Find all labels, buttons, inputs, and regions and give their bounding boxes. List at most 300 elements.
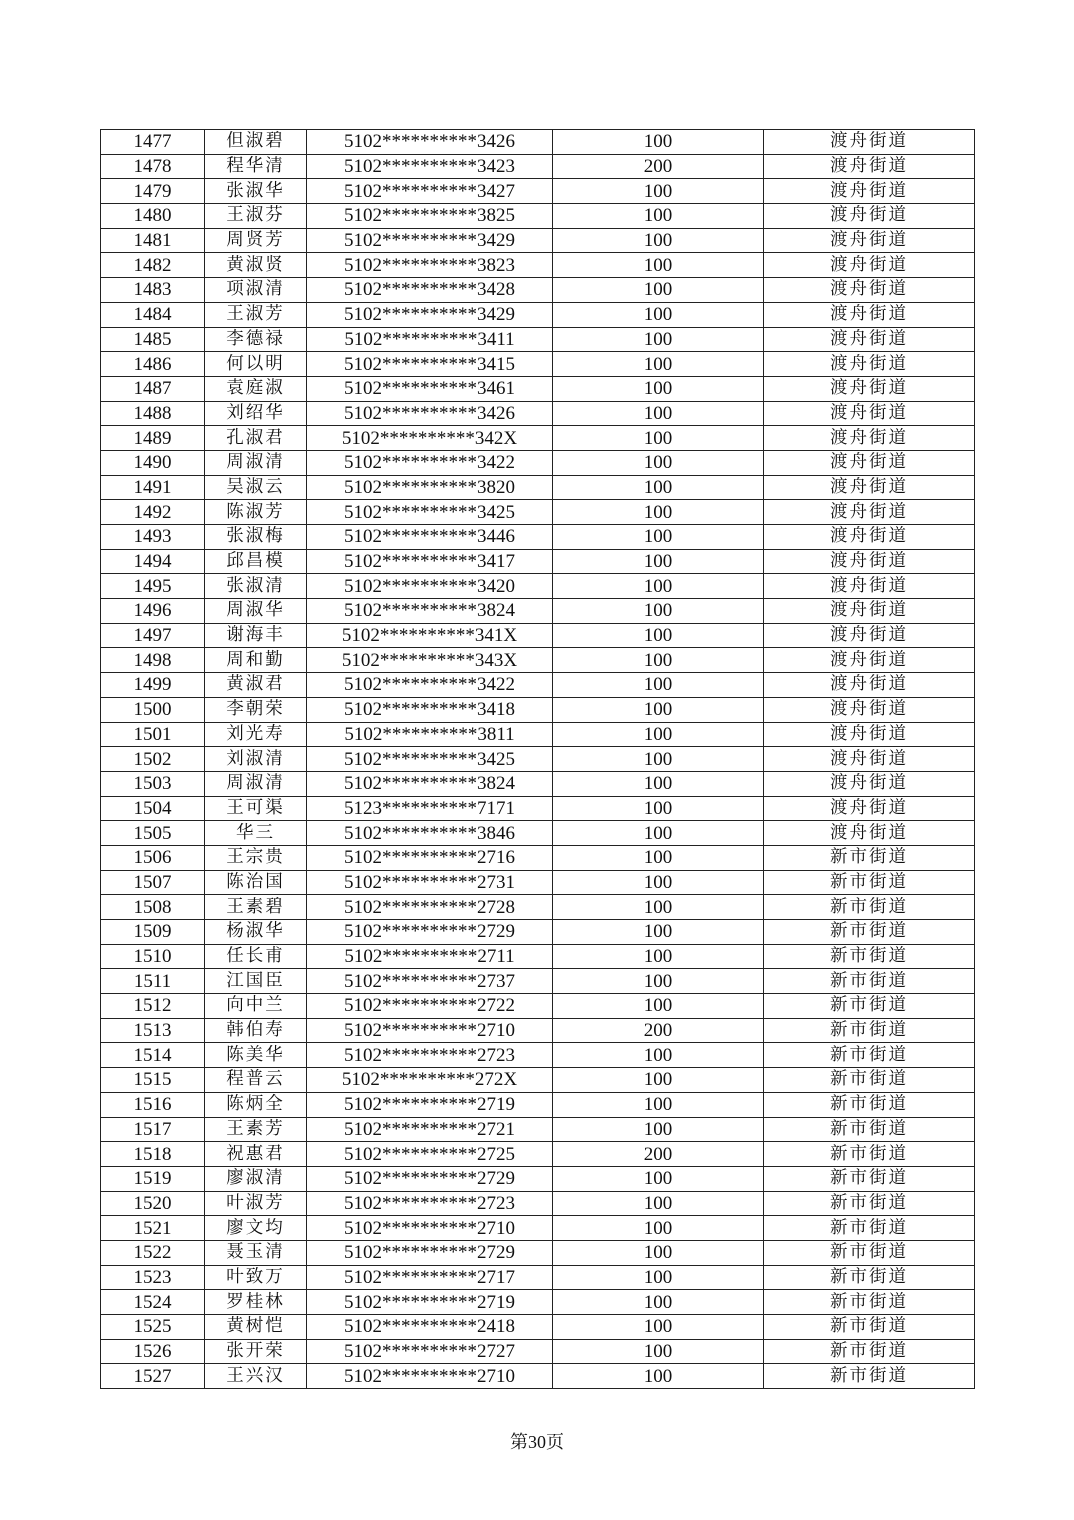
row-number-cell: 1491 — [101, 475, 205, 500]
table-row — [101, 1364, 975, 1389]
id-number-cell: 5102**********2729 — [307, 1240, 553, 1265]
table-row — [101, 401, 975, 426]
amount-cell: 100 — [553, 475, 764, 500]
row-number-cell: 1522 — [101, 1240, 205, 1265]
amount-cell: 100 — [553, 549, 764, 574]
id-number-cell: 5102**********3420 — [307, 574, 553, 599]
table-row — [101, 944, 975, 969]
table-row — [101, 352, 975, 377]
table-row — [101, 574, 975, 599]
amount-cell: 100 — [553, 327, 764, 352]
name-cell: 谢海丰 — [205, 623, 307, 648]
id-number-cell: 5102**********3423 — [307, 154, 553, 179]
street-cell: 渡舟街道 — [764, 599, 975, 624]
id-number-cell: 5102**********3429 — [307, 302, 553, 327]
row-number-cell: 1523 — [101, 1265, 205, 1290]
street-cell: 渡舟街道 — [764, 623, 975, 648]
row-number-cell: 1480 — [101, 204, 205, 229]
street-cell: 渡舟街道 — [764, 796, 975, 821]
row-number-cell: 1525 — [101, 1315, 205, 1340]
name-cell: 刘绍华 — [205, 401, 307, 426]
amount-cell: 100 — [553, 599, 764, 624]
name-cell: 聂玉清 — [205, 1240, 307, 1265]
name-cell: 程普云 — [205, 1068, 307, 1093]
row-number-cell: 1521 — [101, 1216, 205, 1241]
id-number-cell: 5102**********3426 — [307, 401, 553, 426]
name-cell: 江国臣 — [205, 969, 307, 994]
table-row — [101, 1290, 975, 1315]
id-number-cell: 5102**********3427 — [307, 179, 553, 204]
amount-cell: 100 — [553, 352, 764, 377]
table-row — [101, 1265, 975, 1290]
amount-cell: 100 — [553, 253, 764, 278]
table-row — [101, 253, 975, 278]
row-number-cell: 1500 — [101, 697, 205, 722]
street-cell: 渡舟街道 — [764, 747, 975, 772]
name-cell: 孔淑君 — [205, 426, 307, 451]
amount-cell: 100 — [553, 895, 764, 920]
id-number-cell: 5102**********2716 — [307, 845, 553, 870]
row-number-cell: 1527 — [101, 1364, 205, 1389]
table-row — [101, 722, 975, 747]
street-cell: 渡舟街道 — [764, 697, 975, 722]
amount-cell: 100 — [553, 302, 764, 327]
street-cell: 渡舟街道 — [764, 500, 975, 525]
street-cell: 渡舟街道 — [764, 179, 975, 204]
row-number-cell: 1486 — [101, 352, 205, 377]
id-number-cell: 5102**********2710 — [307, 1216, 553, 1241]
street-cell: 渡舟街道 — [764, 204, 975, 229]
amount-cell: 100 — [553, 574, 764, 599]
id-number-cell: 5102**********2727 — [307, 1339, 553, 1364]
amount-cell: 100 — [553, 1240, 764, 1265]
table-row — [101, 1142, 975, 1167]
street-cell: 渡舟街道 — [764, 722, 975, 747]
amount-cell: 100 — [553, 697, 764, 722]
table-row — [101, 1315, 975, 1340]
row-number-cell: 1505 — [101, 821, 205, 846]
table-row — [101, 969, 975, 994]
id-number-cell: 5102**********2728 — [307, 895, 553, 920]
table-row — [101, 1339, 975, 1364]
row-number-cell: 1519 — [101, 1166, 205, 1191]
row-number-cell: 1515 — [101, 1068, 205, 1093]
name-cell: 黄淑贤 — [205, 253, 307, 278]
id-number-cell: 5102**********2710 — [307, 1018, 553, 1043]
row-number-cell: 1499 — [101, 673, 205, 698]
row-number-cell: 1477 — [101, 130, 205, 155]
name-cell: 祝惠君 — [205, 1142, 307, 1167]
id-number-cell: 5102**********2725 — [307, 1142, 553, 1167]
street-cell: 渡舟街道 — [764, 302, 975, 327]
name-cell: 陈治国 — [205, 870, 307, 895]
name-cell: 张淑清 — [205, 574, 307, 599]
street-cell: 渡舟街道 — [764, 450, 975, 475]
street-cell: 新市街道 — [764, 969, 975, 994]
name-cell: 王淑芳 — [205, 302, 307, 327]
name-cell: 叶淑芳 — [205, 1191, 307, 1216]
row-number-cell: 1513 — [101, 1018, 205, 1043]
row-number-cell: 1483 — [101, 278, 205, 303]
street-cell: 新市街道 — [764, 1142, 975, 1167]
name-cell: 何以明 — [205, 352, 307, 377]
id-number-cell: 5102**********2710 — [307, 1364, 553, 1389]
amount-cell: 100 — [553, 130, 764, 155]
id-number-cell: 5102**********2729 — [307, 920, 553, 945]
name-cell: 刘淑清 — [205, 747, 307, 772]
row-number-cell: 1526 — [101, 1339, 205, 1364]
table-row — [101, 1240, 975, 1265]
amount-cell: 100 — [553, 401, 764, 426]
amount-cell: 100 — [553, 771, 764, 796]
table-row — [101, 920, 975, 945]
row-number-cell: 1509 — [101, 920, 205, 945]
name-cell: 周淑清 — [205, 771, 307, 796]
amount-cell: 100 — [553, 426, 764, 451]
street-cell: 渡舟街道 — [764, 426, 975, 451]
name-cell: 陈美华 — [205, 1043, 307, 1068]
id-number-cell: 5102**********2719 — [307, 1092, 553, 1117]
street-cell: 新市街道 — [764, 1092, 975, 1117]
amount-cell: 100 — [553, 376, 764, 401]
row-number-cell: 1479 — [101, 179, 205, 204]
amount-cell: 100 — [553, 525, 764, 550]
name-cell: 周和勤 — [205, 648, 307, 673]
amount-cell: 100 — [553, 1265, 764, 1290]
street-cell: 渡舟街道 — [764, 475, 975, 500]
street-cell: 新市街道 — [764, 994, 975, 1019]
data-table-container — [100, 129, 974, 1389]
id-number-cell: 5102**********3418 — [307, 697, 553, 722]
amount-cell: 100 — [553, 648, 764, 673]
street-cell: 渡舟街道 — [764, 228, 975, 253]
street-cell: 渡舟街道 — [764, 648, 975, 673]
street-cell: 新市街道 — [764, 1018, 975, 1043]
amount-cell: 100 — [553, 179, 764, 204]
row-number-cell: 1485 — [101, 327, 205, 352]
id-number-cell: 5102**********2711 — [307, 944, 553, 969]
table-row — [101, 796, 975, 821]
row-number-cell: 1490 — [101, 450, 205, 475]
name-cell: 但淑碧 — [205, 130, 307, 155]
row-number-cell: 1520 — [101, 1191, 205, 1216]
row-number-cell: 1503 — [101, 771, 205, 796]
table-body — [101, 130, 975, 1389]
name-cell: 王兴汉 — [205, 1364, 307, 1389]
name-cell: 周淑清 — [205, 450, 307, 475]
id-number-cell: 5102**********3428 — [307, 278, 553, 303]
table-row — [101, 673, 975, 698]
row-number-cell: 1502 — [101, 747, 205, 772]
id-number-cell: 5102**********3820 — [307, 475, 553, 500]
id-number-cell: 5102**********2723 — [307, 1043, 553, 1068]
table-row — [101, 1018, 975, 1043]
name-cell: 王素芳 — [205, 1117, 307, 1142]
id-number-cell: 5102**********2731 — [307, 870, 553, 895]
name-cell: 黄淑君 — [205, 673, 307, 698]
name-cell: 王可渠 — [205, 796, 307, 821]
amount-cell: 100 — [553, 673, 764, 698]
name-cell: 华三 — [205, 821, 307, 846]
street-cell: 新市街道 — [764, 1068, 975, 1093]
id-number-cell: 5102**********3811 — [307, 722, 553, 747]
street-cell: 新市街道 — [764, 1315, 975, 1340]
street-cell: 新市街道 — [764, 944, 975, 969]
row-number-cell: 1510 — [101, 944, 205, 969]
table-row — [101, 599, 975, 624]
row-number-cell: 1493 — [101, 525, 205, 550]
amount-cell: 100 — [553, 1290, 764, 1315]
name-cell: 项淑清 — [205, 278, 307, 303]
street-cell: 新市街道 — [764, 1043, 975, 1068]
street-cell: 新市街道 — [764, 1166, 975, 1191]
id-number-cell: 5102**********3446 — [307, 525, 553, 550]
id-number-cell: 5102**********341X — [307, 623, 553, 648]
name-cell: 袁庭淑 — [205, 376, 307, 401]
id-number-cell: 5102**********3824 — [307, 599, 553, 624]
id-number-cell: 5102**********3422 — [307, 450, 553, 475]
street-cell: 渡舟街道 — [764, 352, 975, 377]
id-number-cell: 5102**********2737 — [307, 969, 553, 994]
amount-cell: 100 — [553, 969, 764, 994]
data-table — [100, 129, 975, 1389]
table-row — [101, 821, 975, 846]
name-cell: 向中兰 — [205, 994, 307, 1019]
name-cell: 王淑芬 — [205, 204, 307, 229]
id-number-cell: 5102**********3422 — [307, 673, 553, 698]
row-number-cell: 1516 — [101, 1092, 205, 1117]
row-number-cell: 1507 — [101, 870, 205, 895]
table-row — [101, 747, 975, 772]
amount-cell: 100 — [553, 1339, 764, 1364]
table-row — [101, 450, 975, 475]
table-row — [101, 870, 975, 895]
table-row — [101, 623, 975, 648]
table-row — [101, 426, 975, 451]
name-cell: 程华清 — [205, 154, 307, 179]
amount-cell: 100 — [553, 1068, 764, 1093]
table-row — [101, 1068, 975, 1093]
name-cell: 王素碧 — [205, 895, 307, 920]
table-row — [101, 179, 975, 204]
amount-cell: 100 — [553, 1191, 764, 1216]
table-row — [101, 1191, 975, 1216]
id-number-cell: 5102**********2723 — [307, 1191, 553, 1216]
table-row — [101, 130, 975, 155]
row-number-cell: 1506 — [101, 845, 205, 870]
street-cell: 新市街道 — [764, 1240, 975, 1265]
street-cell: 新市街道 — [764, 1265, 975, 1290]
table-row — [101, 1166, 975, 1191]
id-number-cell: 5102**********3429 — [307, 228, 553, 253]
row-number-cell: 1504 — [101, 796, 205, 821]
id-number-cell: 5102**********3846 — [307, 821, 553, 846]
id-number-cell: 5102**********3425 — [307, 747, 553, 772]
table-row — [101, 549, 975, 574]
table-row — [101, 154, 975, 179]
row-number-cell: 1492 — [101, 500, 205, 525]
name-cell: 廖淑清 — [205, 1166, 307, 1191]
table-row — [101, 327, 975, 352]
row-number-cell: 1501 — [101, 722, 205, 747]
name-cell: 叶致万 — [205, 1265, 307, 1290]
table-row — [101, 376, 975, 401]
amount-cell: 100 — [553, 821, 764, 846]
amount-cell: 100 — [553, 747, 764, 772]
street-cell: 新市街道 — [764, 920, 975, 945]
id-number-cell: 5102**********2717 — [307, 1265, 553, 1290]
row-number-cell: 1495 — [101, 574, 205, 599]
name-cell: 杨淑华 — [205, 920, 307, 945]
table-row — [101, 1216, 975, 1241]
row-number-cell: 1487 — [101, 376, 205, 401]
street-cell: 渡舟街道 — [764, 821, 975, 846]
amount-cell: 100 — [553, 1092, 764, 1117]
table-row — [101, 228, 975, 253]
table-row — [101, 1117, 975, 1142]
row-number-cell: 1496 — [101, 599, 205, 624]
name-cell: 李朝荣 — [205, 697, 307, 722]
street-cell: 渡舟街道 — [764, 574, 975, 599]
row-number-cell: 1478 — [101, 154, 205, 179]
row-number-cell: 1481 — [101, 228, 205, 253]
street-cell: 渡舟街道 — [764, 327, 975, 352]
amount-cell: 100 — [553, 204, 764, 229]
amount-cell: 100 — [553, 920, 764, 945]
street-cell: 新市街道 — [764, 1216, 975, 1241]
street-cell: 渡舟街道 — [764, 525, 975, 550]
id-number-cell: 5102**********2719 — [307, 1290, 553, 1315]
name-cell: 吴淑云 — [205, 475, 307, 500]
table-row — [101, 302, 975, 327]
street-cell: 渡舟街道 — [764, 154, 975, 179]
id-number-cell: 5102**********3461 — [307, 376, 553, 401]
street-cell: 渡舟街道 — [764, 771, 975, 796]
id-number-cell: 5102**********342X — [307, 426, 553, 451]
name-cell: 王宗贵 — [205, 845, 307, 870]
row-number-cell: 1494 — [101, 549, 205, 574]
amount-cell: 100 — [553, 1117, 764, 1142]
street-cell: 渡舟街道 — [764, 401, 975, 426]
amount-cell: 200 — [553, 1142, 764, 1167]
row-number-cell: 1482 — [101, 253, 205, 278]
table-row — [101, 771, 975, 796]
id-number-cell: 5102**********3415 — [307, 352, 553, 377]
id-number-cell: 5102**********272X — [307, 1068, 553, 1093]
amount-cell: 100 — [553, 870, 764, 895]
name-cell: 韩伯寿 — [205, 1018, 307, 1043]
street-cell: 新市街道 — [764, 845, 975, 870]
street-cell: 新市街道 — [764, 1290, 975, 1315]
street-cell: 新市街道 — [764, 870, 975, 895]
table-row — [101, 697, 975, 722]
amount-cell: 200 — [553, 154, 764, 179]
id-number-cell: 5102**********3824 — [307, 771, 553, 796]
street-cell: 渡舟街道 — [764, 130, 975, 155]
id-number-cell: 5102**********3417 — [307, 549, 553, 574]
id-number-cell: 5102**********2722 — [307, 994, 553, 1019]
id-number-cell: 5102**********3825 — [307, 204, 553, 229]
amount-cell: 100 — [553, 623, 764, 648]
id-number-cell: 5102**********3411 — [307, 327, 553, 352]
table-row — [101, 994, 975, 1019]
name-cell: 邱昌模 — [205, 549, 307, 574]
row-number-cell: 1514 — [101, 1043, 205, 1068]
street-cell: 渡舟街道 — [764, 278, 975, 303]
table-row — [101, 895, 975, 920]
row-number-cell: 1511 — [101, 969, 205, 994]
id-number-cell: 5123**********7171 — [307, 796, 553, 821]
name-cell: 刘光寿 — [205, 722, 307, 747]
amount-cell: 100 — [553, 1166, 764, 1191]
name-cell: 周淑华 — [205, 599, 307, 624]
table-row — [101, 845, 975, 870]
table-row — [101, 525, 975, 550]
amount-cell: 100 — [553, 944, 764, 969]
name-cell: 周贤芳 — [205, 228, 307, 253]
name-cell: 张淑梅 — [205, 525, 307, 550]
street-cell: 渡舟街道 — [764, 673, 975, 698]
id-number-cell: 5102**********2729 — [307, 1166, 553, 1191]
name-cell: 陈淑芳 — [205, 500, 307, 525]
amount-cell: 100 — [553, 1364, 764, 1389]
street-cell: 新市街道 — [764, 1364, 975, 1389]
row-number-cell: 1497 — [101, 623, 205, 648]
row-number-cell: 1512 — [101, 994, 205, 1019]
amount-cell: 100 — [553, 1315, 764, 1340]
table-row — [101, 1043, 975, 1068]
street-cell: 新市街道 — [764, 1339, 975, 1364]
amount-cell: 200 — [553, 1018, 764, 1043]
name-cell: 廖文均 — [205, 1216, 307, 1241]
name-cell: 李德禄 — [205, 327, 307, 352]
name-cell: 张开荣 — [205, 1339, 307, 1364]
street-cell: 新市街道 — [764, 895, 975, 920]
id-number-cell: 5102**********3823 — [307, 253, 553, 278]
id-number-cell: 5102**********3425 — [307, 500, 553, 525]
amount-cell: 100 — [553, 278, 764, 303]
row-number-cell: 1508 — [101, 895, 205, 920]
row-number-cell: 1524 — [101, 1290, 205, 1315]
amount-cell: 100 — [553, 722, 764, 747]
row-number-cell: 1484 — [101, 302, 205, 327]
id-number-cell: 5102**********2418 — [307, 1315, 553, 1340]
id-number-cell: 5102**********343X — [307, 648, 553, 673]
row-number-cell: 1488 — [101, 401, 205, 426]
row-number-cell: 1498 — [101, 648, 205, 673]
table-row — [101, 500, 975, 525]
street-cell: 渡舟街道 — [764, 253, 975, 278]
street-cell: 新市街道 — [764, 1117, 975, 1142]
name-cell: 罗桂林 — [205, 1290, 307, 1315]
name-cell: 黄树恺 — [205, 1315, 307, 1340]
id-number-cell: 5102**********2721 — [307, 1117, 553, 1142]
amount-cell: 100 — [553, 1216, 764, 1241]
table-row — [101, 648, 975, 673]
amount-cell: 100 — [553, 450, 764, 475]
table-row — [101, 204, 975, 229]
name-cell: 张淑华 — [205, 179, 307, 204]
name-cell: 陈炳全 — [205, 1092, 307, 1117]
amount-cell: 100 — [553, 845, 764, 870]
street-cell: 渡舟街道 — [764, 549, 975, 574]
row-number-cell: 1517 — [101, 1117, 205, 1142]
amount-cell: 100 — [553, 500, 764, 525]
page-number: 第30页 — [510, 1432, 564, 1452]
id-number-cell: 5102**********3426 — [307, 130, 553, 155]
amount-cell: 100 — [553, 1043, 764, 1068]
table-row — [101, 1092, 975, 1117]
